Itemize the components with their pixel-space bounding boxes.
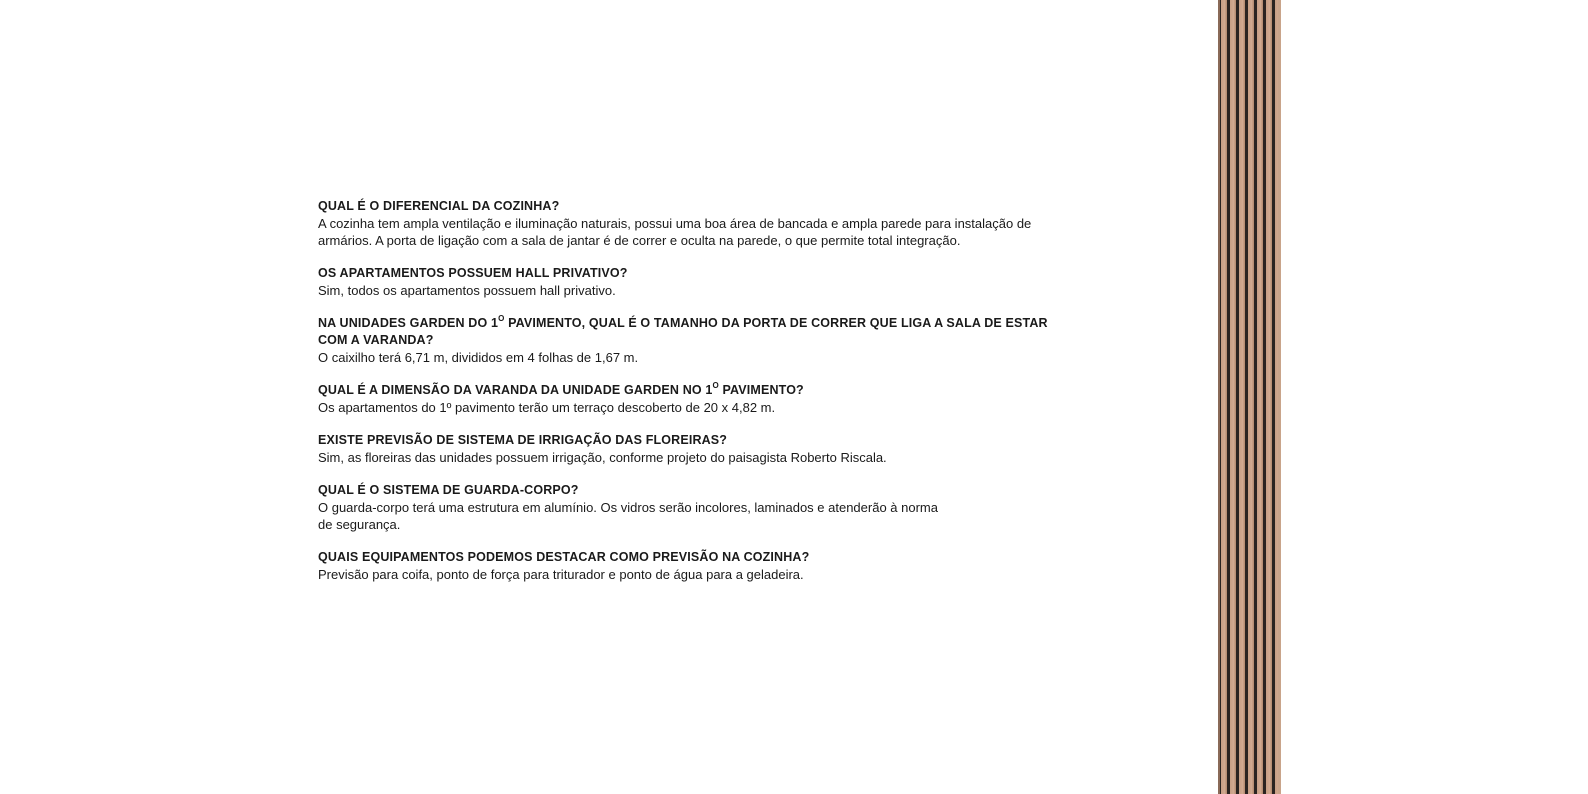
faq-answer: Previsão para coifa, ponto de força para triturador e ponto de água para a geladeira. [318,567,804,582]
faq-item-kitchen [318,198,1053,249]
faq-question-ordinal: O [712,380,719,390]
faq-question-part: NA UNIDADES GARDEN DO 1 [318,316,499,330]
faq-answer: Sim, todos os apartamentos possuem hall privativo. [318,283,616,298]
faq-answer: Os apartamentos do 1º pavimento terão um terraço descoberto de 20 x 4,82 m. [318,400,776,415]
wood-slat-panel-decoration [1218,0,1281,794]
faq-answer: O caixilho terá 6,71 m, divididos em 4 folhas de 1,67 m. [318,350,639,365]
faq-question: QUAIS EQUIPAMENTOS PODEMOS DESTACAR COMO PREVISÃO NA COZINHA? [318,550,810,564]
faq-answer-line: de segurança. [318,517,401,532]
faq-item-terrace [318,382,1053,416]
faq-answer-line: O guarda-corpo terá uma estrutura em alumínio. Os vidros serão incolores, laminados e atenderão à norma [318,500,938,515]
faq-question [318,315,1053,349]
faq-question-part: QUAL É A DIMENSÃO DA VARANDA DA UNIDADE GARDEN NO 1 [318,383,713,397]
faq-question: QUAL É O SISTEMA DE GUARDA-CORPO? [318,483,579,497]
faq-question: EXISTE PREVISÃO DE SISTEMA DE IRRIGAÇÃO DAS FLOREIRAS? [318,433,728,447]
faq-item-irrigation [318,432,1053,466]
faq-question-part: PAVIMENTO, QUAL É O TAMANHO DA PORTA DE CORRER QUE LIGA A SALA DE ESTAR COM A VARANDA? [318,316,1048,347]
faq-item-railing [318,482,1053,533]
faq-item-hall [318,265,1053,299]
faq-item-kitchen-equipment [318,549,1053,583]
faq-section [318,198,1053,599]
faq-answer: A cozinha tem ampla ventilação e iluminação naturais, possui uma boa área de bancada e ampla parede para instalação de armários. A porta de ligação com a sala de jantar é de correr e oculta na parede, o que permite total integração. [318,216,1032,248]
faq-question-part: PAVIMENTO? [718,383,804,397]
faq-question: OS APARTAMENTOS POSSUEM HALL PRIVATIVO? [318,266,628,280]
faq-question [318,382,1053,399]
faq-question-ordinal: O [498,313,505,323]
faq-item-sliding-door [318,315,1053,366]
faq-question: QUAL É O DIFERENCIAL DA COZINHA? [318,199,560,213]
faq-answer: Sim, as floreiras das unidades possuem irrigação, conforme projeto do paisagista Roberto Riscala. [318,450,887,465]
